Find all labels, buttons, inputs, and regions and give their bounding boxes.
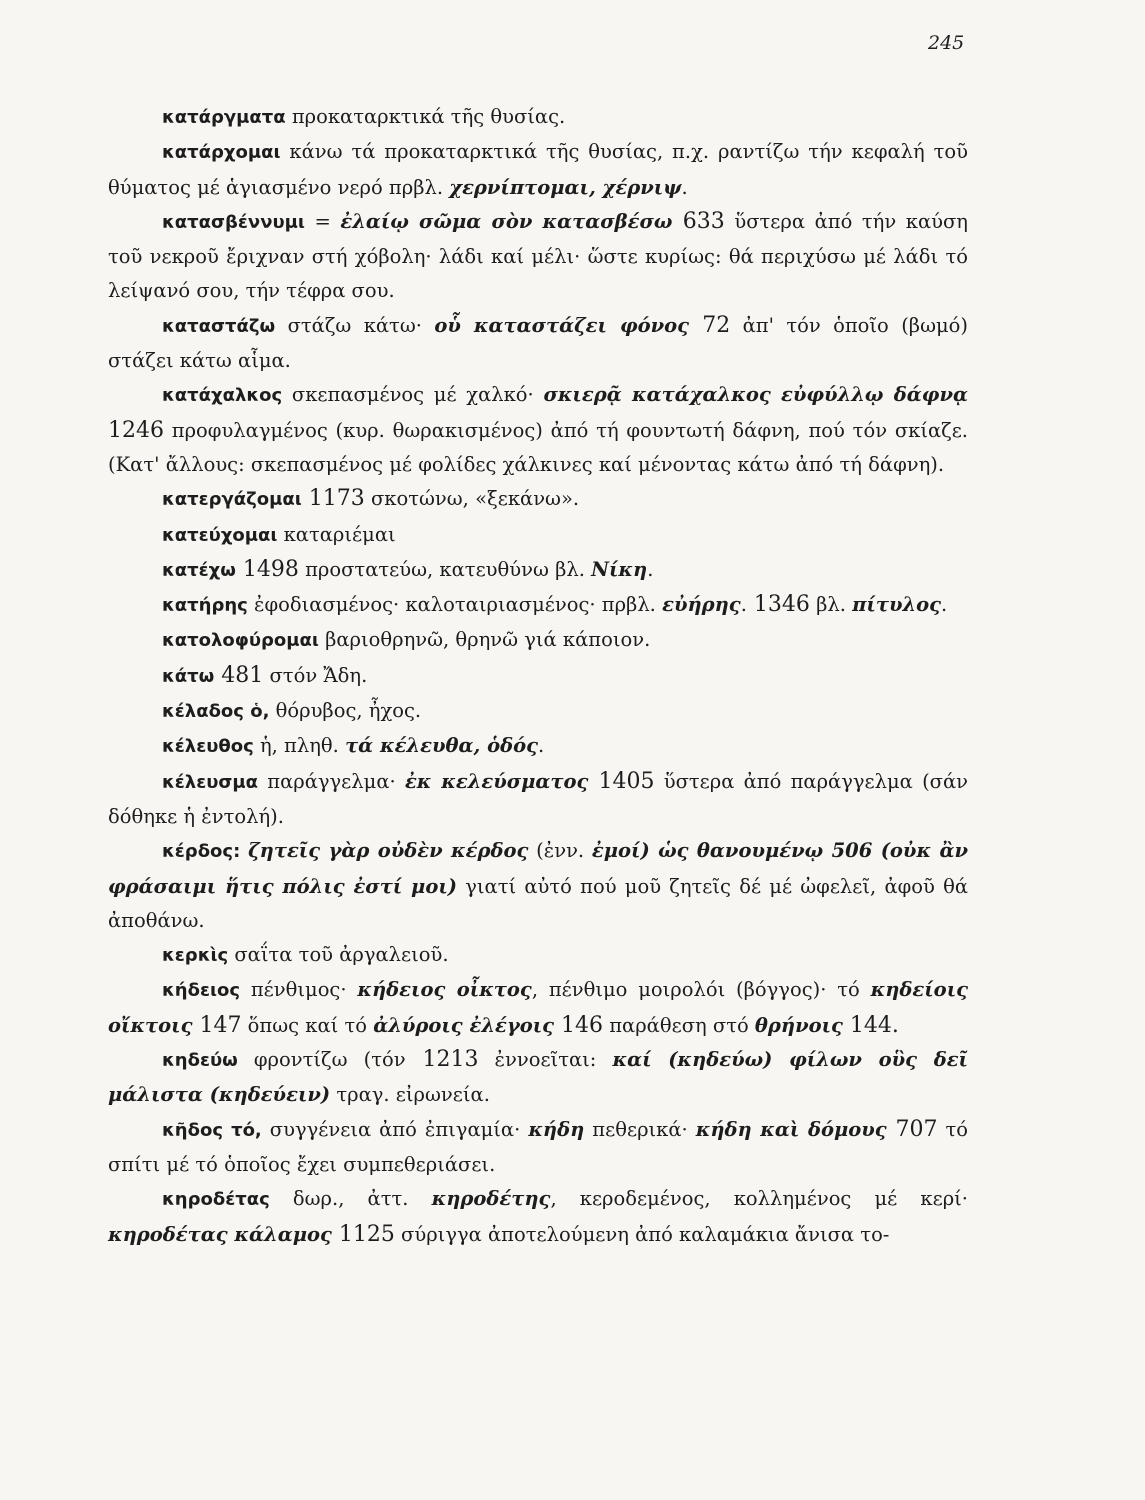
greek-quote: θρήνοις bbox=[754, 1013, 843, 1037]
definition-text: προστατεύω, κατευθύνω βλ. bbox=[298, 557, 592, 581]
line-number: 481 bbox=[214, 662, 264, 688]
headword: κηδεύω bbox=[162, 1050, 238, 1072]
definition-text: καταριέμαι bbox=[277, 522, 396, 546]
definition-text: βαριοθρηνῶ, θρηνῶ γιά κάποιον. bbox=[318, 628, 651, 652]
headword: κάτω bbox=[162, 665, 215, 687]
line-number: 144. bbox=[842, 1012, 899, 1038]
definition-text: δωρ., ἀττ. bbox=[269, 1187, 432, 1211]
definition-text: = bbox=[304, 209, 341, 233]
greek-quote: ἀλύροις ἐλέγοις bbox=[373, 1013, 555, 1037]
line-number: 633 bbox=[672, 208, 725, 234]
definition-text: πεθερικά· bbox=[584, 1117, 696, 1141]
glossary-entry bbox=[108, 482, 968, 517]
headword: κήδειος bbox=[162, 980, 241, 1002]
definition-text: ἀπ' τόν ὁποῖο (βωμό) στάζει κάτω αἷμα. bbox=[108, 313, 968, 373]
headword: κατέχω bbox=[162, 559, 236, 581]
definition-text: ὕστερα ἀπό παράγγελμα (σάν δόθηκε ἡ ἐντολή). bbox=[108, 769, 969, 828]
glossary-entry bbox=[108, 1182, 968, 1252]
definition-text: . bbox=[647, 557, 654, 581]
definition-text: τραγ. εἰρωνεία. bbox=[330, 1083, 490, 1107]
definition-text: στόν Ἄδη. bbox=[263, 663, 368, 687]
definition-text: σκεπασμένος μέ χαλκό· bbox=[282, 383, 544, 407]
line-number: 1498 bbox=[235, 556, 299, 582]
definition-text bbox=[240, 839, 248, 862]
headword: κέλευθος bbox=[162, 736, 254, 758]
page-number: 245 bbox=[928, 32, 965, 54]
headword: κέλευσμα bbox=[162, 771, 259, 793]
glossary-entry bbox=[108, 729, 968, 764]
glossary-entry bbox=[108, 938, 968, 973]
greek-quote: τά κέλευθα, ὁδός bbox=[345, 734, 538, 758]
greek-quote: εὐήρης bbox=[662, 593, 741, 617]
definition-text: , κεροδεμένος, κολλημένος μέ κερί· bbox=[550, 1187, 968, 1211]
definition-text: ὕστερα ἀπό τήν καύση τοῦ νεκροῦ ἔριχναν στή χόβολη· λάδι καί μέλι· ὥστε κυρίως: θά περιχύσω μέ λάδι τό λείψανό σου, τήν τέφρα σου. bbox=[108, 209, 968, 303]
definition-text: κάνω τά προκαταρκτικά τῆς θυσίας, π.χ. ραντίζω τήν κεφαλή τοῦ θύματος μέ ἁγιασμένο νερό πρβλ. bbox=[108, 140, 968, 199]
glossary-entry bbox=[108, 553, 968, 588]
line-number: 146 bbox=[554, 1012, 604, 1038]
definition-text: προκαταρκτικά τῆς θυσίας. bbox=[285, 105, 566, 128]
definition-text: ὅπως καί τό bbox=[241, 1013, 374, 1037]
definition-text: (ἐνν. bbox=[528, 839, 592, 863]
definition-text: σύριγγα ἀποτελούμενη ἀπό καλαμάκια ἄνισα το- bbox=[394, 1222, 890, 1246]
greek-quote: Νίκη bbox=[591, 557, 648, 581]
glossary-entry bbox=[108, 1043, 968, 1113]
definition-text: παράγγελμα· bbox=[258, 769, 405, 793]
definition-text: συγγένεια ἀπό ἐπιγαμία· bbox=[261, 1117, 529, 1141]
definition-text: γιατί αὐτό πού μοῦ ζητεῖς δέ μέ ὠφελεῖ, ἀφοῦ θά ἀποθάνω. bbox=[108, 874, 969, 932]
line-number: 72 bbox=[689, 312, 731, 338]
definition-text: . bbox=[681, 175, 688, 199]
line-number: 1173 bbox=[301, 486, 365, 512]
glossary-entry bbox=[108, 100, 968, 135]
definition-text: ἡ, πληθ. bbox=[253, 734, 346, 758]
definition-text: σαΐτα τοῦ ἀργαλειοῦ. bbox=[228, 943, 449, 967]
greek-quote: ἐμοί) ὡς θανουμένῳ 506 (οὐκ ἂν φράσαιμι ἥτις πόλις ἐστί μοι) bbox=[108, 839, 968, 898]
headword: κέρδος: bbox=[162, 841, 241, 863]
headword: κατήρης bbox=[162, 595, 248, 617]
glossary-entry bbox=[108, 309, 968, 379]
greek-quote: κηδείοις οἴκτοις bbox=[108, 978, 968, 1037]
line-number: 707 bbox=[886, 1116, 938, 1142]
greek-quote: πίτυλος bbox=[852, 593, 942, 617]
line-number: 1125 bbox=[331, 1221, 395, 1247]
glossary-entry bbox=[108, 518, 968, 553]
greek-quote: ζητεῖς γὰρ οὐδὲν κέρδος bbox=[248, 839, 529, 863]
glossary-entry bbox=[108, 378, 968, 482]
definition-text: πένθιμος· bbox=[240, 978, 358, 1002]
greek-quote: κηροδέτης bbox=[431, 1187, 551, 1211]
greek-quote: σκιερᾷ κατάχαλκος εὐφύλλῳ δάφνᾳ bbox=[543, 383, 968, 407]
definition-text: προφυλαγμένος (κυρ. θωρακισμένος) ἀπό τή φουντωτή δάφνη, πού τόν σκίαζε. (Κατ' ἄλλους: σκεπασμένος μέ φολίδες χάλκινες καί μένοντας κάτω ἀπό τή δάφνη). bbox=[108, 418, 968, 476]
glossary-entries bbox=[108, 100, 968, 1252]
headword: κατασβέννυμι bbox=[162, 211, 305, 233]
glossary-entry bbox=[108, 623, 968, 658]
greek-quote: ἐλαίῳ σῶμα σὸν κατασβέσω bbox=[340, 209, 673, 233]
glossary-entry bbox=[108, 765, 968, 835]
headword: κατεύχομαι bbox=[162, 524, 278, 546]
definition-text: παράθεση στό bbox=[603, 1013, 755, 1037]
definition-text: θόρυβος, ἦχος. bbox=[269, 699, 422, 723]
headword: κατάρχομαι bbox=[162, 142, 281, 164]
glossary-entry bbox=[108, 588, 968, 623]
greek-quote: οὗ καταστάζει φόνος bbox=[434, 313, 690, 337]
glossary-entry bbox=[108, 694, 968, 729]
headword: κατάχαλκος bbox=[162, 385, 283, 407]
greek-quote: κήδη καὶ δόμους bbox=[695, 1117, 887, 1141]
line-number: 1405 bbox=[588, 768, 655, 794]
greek-quote: χερνίπτομαι, χέρνιψ bbox=[449, 175, 682, 199]
definition-text: . bbox=[941, 593, 948, 617]
glossary-entry bbox=[108, 834, 968, 938]
glossary-entry bbox=[108, 659, 968, 694]
glossary-entry bbox=[108, 135, 968, 205]
greek-quote: καί (κηδεύω) φίλων οὓς δεῖ μάλιστα (κηδεύειν) bbox=[108, 1048, 968, 1107]
glossary-entry bbox=[108, 1113, 968, 1183]
definition-text: ἐννοεῖται: bbox=[478, 1048, 613, 1072]
definition-text: . bbox=[538, 734, 545, 758]
line-number: 1346 bbox=[746, 592, 810, 618]
line-number: 147 bbox=[192, 1012, 242, 1038]
headword: κερκὶς bbox=[162, 945, 229, 967]
definition-text: . bbox=[740, 593, 747, 617]
headword: καταστάζω bbox=[162, 315, 276, 337]
definition-text: στάζω κάτω· bbox=[275, 313, 435, 337]
definition-text: σκοτώνω, «ξεκάνω». bbox=[364, 487, 580, 511]
headword: κῆδος τό, bbox=[162, 1119, 262, 1141]
definition-text: βλ. bbox=[809, 593, 853, 617]
line-number: 1213 bbox=[405, 1047, 479, 1073]
definition-text: τό σπίτι μέ τό ὁποῖος ἔχει συμπεθεριάσει. bbox=[108, 1117, 968, 1176]
definition-text: ἐφοδιασμένος· καλοταιριασμένος· πρβλ. bbox=[247, 593, 663, 617]
glossary-entry bbox=[108, 973, 968, 1043]
headword: κατεργάζομαι bbox=[162, 489, 302, 511]
headword: κατάργματα bbox=[162, 107, 286, 128]
headword: κατολοφύρομαι bbox=[162, 630, 319, 652]
greek-quote: κήδη bbox=[528, 1117, 585, 1141]
greek-quote: κηροδέτας κάλαμος bbox=[108, 1222, 332, 1246]
definition-text: , πένθιμο μοιρολόι (βόγγος)· τό bbox=[531, 978, 871, 1002]
definition-text: φροντίζω (τόν bbox=[237, 1048, 406, 1072]
headword: κέλαδος ὁ, bbox=[162, 701, 270, 723]
line-number: 1246 bbox=[108, 417, 164, 443]
greek-quote: ἐκ κελεύσματος bbox=[404, 769, 589, 793]
headword: κηροδέτας bbox=[162, 1189, 270, 1211]
glossary-entry bbox=[108, 205, 968, 309]
greek-quote: κήδειος οἶκτος bbox=[357, 978, 532, 1002]
